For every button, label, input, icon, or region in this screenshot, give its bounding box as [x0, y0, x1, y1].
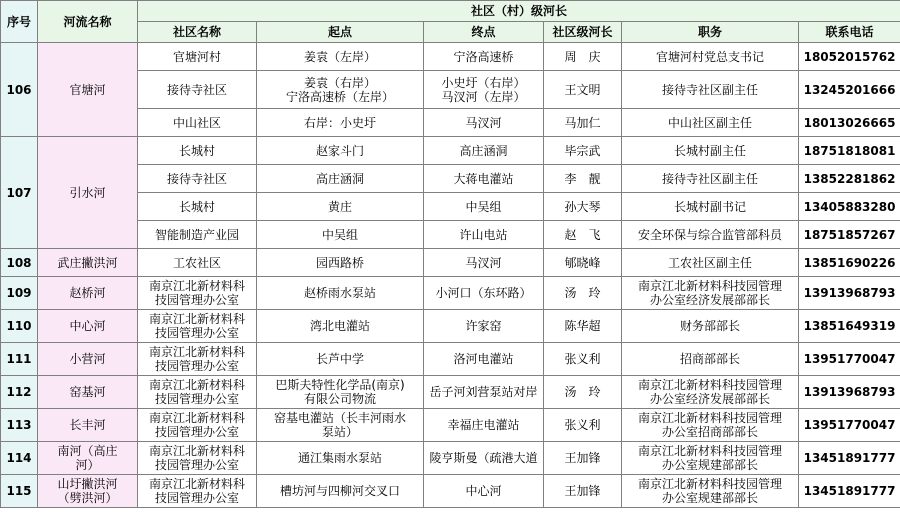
phone-cell: 18751818081: [799, 137, 900, 165]
community-cell: 南京江北新材料科 技园管理办公室: [138, 376, 257, 409]
phone-cell: 13245201666: [799, 71, 900, 109]
header-phone: 联系电话: [799, 22, 900, 43]
chief-cell: 孙大琴: [544, 193, 622, 221]
chief-cell: 王加锋: [544, 442, 622, 475]
table-row: [1, 310, 900, 343]
start-cell: 姜袁（右岸） 宁洛高速桥（左岸）: [257, 71, 424, 109]
phone-cell: 13451891777: [799, 475, 900, 508]
seq-cell: 106: [1, 43, 38, 137]
end-cell: 许家窑: [424, 310, 544, 343]
table-body: [1, 43, 900, 508]
community-cell: 长城村: [138, 193, 257, 221]
position-cell: 南京江北新材料科技园管理 办公室规建部部长: [622, 442, 799, 475]
phone-cell: 13913968793: [799, 277, 900, 310]
table-row: [1, 249, 900, 277]
table-row: [1, 277, 900, 310]
chief-cell: 汤 玲: [544, 376, 622, 409]
table-row: [1, 442, 900, 475]
chief-cell: 赵 飞: [544, 221, 622, 249]
position-cell: 南京江北新材料科技园管理 办公室经济发展部部长: [622, 376, 799, 409]
position-cell: 接待寺社区副主任: [622, 71, 799, 109]
end-cell: 陵亨斯曼（疏港大道: [424, 442, 544, 475]
start-cell: 赵家斗门: [257, 137, 424, 165]
chief-cell: 汤 玲: [544, 277, 622, 310]
end-cell: 许山电站: [424, 221, 544, 249]
river-name-cell: 长丰河: [38, 409, 138, 442]
table-row: [1, 376, 900, 409]
header-river: 河流名称: [38, 1, 138, 43]
river-name-cell: 中心河: [38, 310, 138, 343]
community-cell: 工农社区: [138, 249, 257, 277]
header-group: 社区（村）级河长: [138, 1, 900, 22]
start-cell: 赵桥雨水泵站: [257, 277, 424, 310]
start-cell: 姜袁（左岸）: [257, 43, 424, 71]
start-cell: 槽坊河与四柳河交叉口: [257, 475, 424, 508]
start-cell: 高庄涵洞: [257, 165, 424, 193]
start-cell: 园西路桥: [257, 249, 424, 277]
header-position: 职务: [622, 22, 799, 43]
chief-cell: 张义利: [544, 343, 622, 376]
community-cell: 中山社区: [138, 109, 257, 137]
end-cell: 中心河: [424, 475, 544, 508]
header-seq: 序号: [1, 1, 38, 43]
chief-cell: 马加仁: [544, 109, 622, 137]
phone-cell: 13913968793: [799, 376, 900, 409]
seq-cell: 115: [1, 475, 38, 508]
header-chief: 社区级河长: [544, 22, 622, 43]
river-name-cell: 南河（高庄 河）: [38, 442, 138, 475]
start-cell: 湾北电灌站: [257, 310, 424, 343]
end-cell: 中吴组: [424, 193, 544, 221]
community-cell: 南京江北新材料科 技园管理办公室: [138, 310, 257, 343]
phone-cell: 13451891777: [799, 442, 900, 475]
position-cell: 南京江北新材料科技园管理 办公室经济发展部部长: [622, 277, 799, 310]
position-cell: 工农社区副主任: [622, 249, 799, 277]
start-cell: 中吴组: [257, 221, 424, 249]
seq-cell: 108: [1, 249, 38, 277]
position-cell: 安全环保与综合监管部科员: [622, 221, 799, 249]
table-row: [1, 343, 900, 376]
community-cell: 南京江北新材料科 技园管理办公室: [138, 277, 257, 310]
phone-cell: 18013026665: [799, 109, 900, 137]
position-cell: 招商部部长: [622, 343, 799, 376]
phone-cell: 13951770047: [799, 343, 900, 376]
seq-cell: 107: [1, 137, 38, 249]
position-cell: 中山社区副主任: [622, 109, 799, 137]
position-cell: 长城村副主任: [622, 137, 799, 165]
phone-cell: 18751857267: [799, 221, 900, 249]
chief-cell: 毕宗武: [544, 137, 622, 165]
end-cell: 高庄涵洞: [424, 137, 544, 165]
seq-cell: 111: [1, 343, 38, 376]
phone-cell: 13951770047: [799, 409, 900, 442]
river-name-cell: 赵桥河: [38, 277, 138, 310]
end-cell: 小史圩（右岸） 马汊河（左岸）: [424, 71, 544, 109]
table-row: [1, 409, 900, 442]
position-cell: 南京江北新材料科技园管理 办公室招商部部长: [622, 409, 799, 442]
end-cell: 幸福庄电灌站: [424, 409, 544, 442]
community-cell: 南京江北新材料科 技园管理办公室: [138, 409, 257, 442]
river-name-cell: 山圩撇洪河 （劈洪河）: [38, 475, 138, 508]
river-name-cell: 官塘河: [38, 43, 138, 137]
end-cell: 马汊河: [424, 249, 544, 277]
end-cell: 岳子河刘营泵站对岸: [424, 376, 544, 409]
river-name-cell: 小营河: [38, 343, 138, 376]
river-name-cell: 窑基河: [38, 376, 138, 409]
position-cell: 接待寺社区副主任: [622, 165, 799, 193]
community-cell: 接待寺社区: [138, 165, 257, 193]
end-cell: 宁洛高速桥: [424, 43, 544, 71]
chief-cell: 王文明: [544, 71, 622, 109]
seq-cell: 109: [1, 277, 38, 310]
seq-cell: 110: [1, 310, 38, 343]
end-cell: 洛河电灌站: [424, 343, 544, 376]
position-cell: 南京江北新材料科技园管理 办公室规建部部长: [622, 475, 799, 508]
chief-cell: 李 靓: [544, 165, 622, 193]
community-cell: 南京江北新材料科 技园管理办公室: [138, 475, 257, 508]
phone-cell: 13851690226: [799, 249, 900, 277]
table-row: [1, 43, 900, 71]
community-cell: 官塘河村: [138, 43, 257, 71]
phone-cell: 13405883280: [799, 193, 900, 221]
start-cell: 长芦中学: [257, 343, 424, 376]
seq-cell: 112: [1, 376, 38, 409]
chief-cell: 王加锋: [544, 475, 622, 508]
table-row: [1, 475, 900, 508]
header-community: 社区名称: [138, 22, 257, 43]
position-cell: 官塘河村党总支书记: [622, 43, 799, 71]
community-cell: 接待寺社区: [138, 71, 257, 109]
end-cell: 小河口（东环路）: [424, 277, 544, 310]
phone-cell: 18052015762: [799, 43, 900, 71]
end-cell: 大蒋电灌站: [424, 165, 544, 193]
position-cell: 财务部部长: [622, 310, 799, 343]
chief-cell: 周 庆: [544, 43, 622, 71]
chief-cell: 郇晓峰: [544, 249, 622, 277]
phone-cell: 13851649319: [799, 310, 900, 343]
header-start: 起点: [257, 22, 424, 43]
position-cell: 长城村副书记: [622, 193, 799, 221]
river-name-cell: 武庄撇洪河: [38, 249, 138, 277]
start-cell: 巴斯夫特性化学品(南京) 有限公司物流: [257, 376, 424, 409]
start-cell: 右岸：小史圩: [257, 109, 424, 137]
header-end: 终点: [424, 22, 544, 43]
start-cell: 窑基电灌站（长丰河雨水 泵站）: [257, 409, 424, 442]
river-name-cell: 引水河: [38, 137, 138, 249]
community-cell: 智能制造产业园: [138, 221, 257, 249]
community-cell: 南京江北新材料科 技园管理办公室: [138, 442, 257, 475]
seq-cell: 113: [1, 409, 38, 442]
community-cell: 长城村: [138, 137, 257, 165]
chief-cell: 张义利: [544, 409, 622, 442]
chief-cell: 陈华超: [544, 310, 622, 343]
end-cell: 马汊河: [424, 109, 544, 137]
table-row: [1, 137, 900, 165]
community-cell: 南京江北新材料科 技园管理办公室: [138, 343, 257, 376]
seq-cell: 114: [1, 442, 38, 475]
start-cell: 黄庄: [257, 193, 424, 221]
start-cell: 通江集雨水泵站: [257, 442, 424, 475]
phone-cell: 13852281862: [799, 165, 900, 193]
